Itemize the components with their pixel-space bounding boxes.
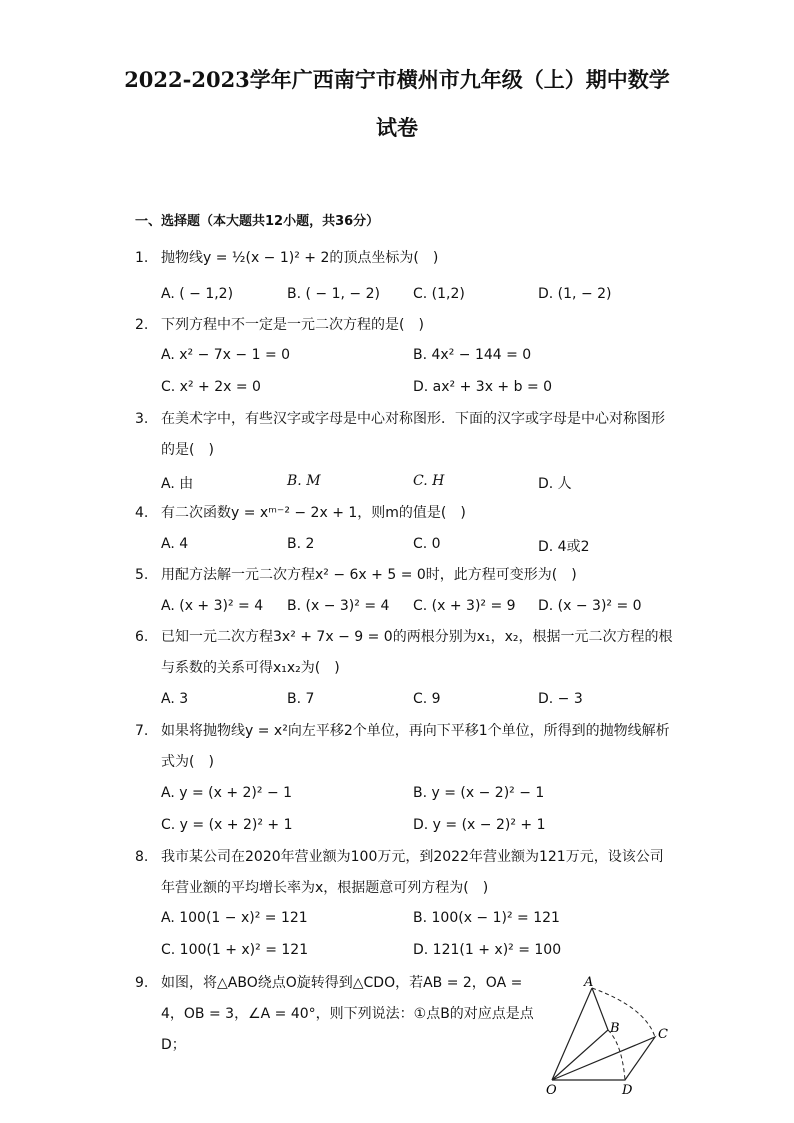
document-title-line2: 试卷 (376, 115, 418, 140)
question-8 (135, 842, 675, 904)
option-c: C. H (413, 473, 445, 489)
question-stem: 用配方法解一元二次方程x² − 6x + 5 = 0时，此方程可变形为( ) (161, 567, 577, 583)
option-b: B. 7 (287, 691, 315, 707)
option-a: A. 由 (161, 476, 194, 492)
document-title-line1: 2022-2023学年广西南宁市横州市九年级（上）期中数学 (124, 67, 670, 92)
question-number: 1. (135, 250, 149, 266)
option-b: B. 2 (287, 536, 315, 552)
section-heading: 一、选择题（本大题共12小题，共36分） (135, 214, 380, 229)
option-b: B. 100(x − 1)² = 121 (413, 910, 560, 926)
label-c: C (658, 1027, 668, 1042)
option-d: D. (1, − 2) (538, 286, 612, 302)
option-d: D. (x − 3)² = 0 (538, 598, 642, 614)
question-stem: 如图，将△ABO绕点O旋转得到△CDO，若AB = 2，OA = 4，OB = 3，∠A = 40°，则下列说法：①点B的对应点是点D； (161, 975, 534, 1053)
question-6 (135, 622, 675, 684)
label-a: A (584, 975, 594, 990)
option-a: A. 100(1 − x)² = 121 (161, 910, 308, 926)
option-b: B. 4x² − 144 = 0 (413, 347, 532, 363)
question-9 (135, 968, 535, 1053)
option-a: A. 3 (161, 691, 189, 707)
question-7 (135, 716, 675, 778)
option-d: D. 4或2 (538, 539, 590, 555)
option-a: A. 4 (161, 536, 189, 552)
question-stem: 有二次函数y = xᵐ⁻² − 2x + 1，则m的值是( ) (161, 505, 466, 521)
option-c: C. (1,2) (413, 286, 465, 302)
question-stem: 下列方程中不一定是一元二次方程的是( ) (161, 317, 424, 333)
question-number: 2. (135, 317, 149, 333)
label-d: D (622, 1083, 633, 1098)
label-b: B (610, 1021, 620, 1036)
label-o: O (546, 1083, 557, 1098)
question-number: 9. (135, 975, 149, 991)
option-c: C. 9 (413, 691, 441, 707)
option-c: C. 0 (413, 536, 441, 552)
option-a: A. x² − 7x − 1 = 0 (161, 347, 291, 363)
option-a: A. (x + 3)² = 4 (161, 598, 264, 614)
question-number: 4. (135, 505, 149, 521)
question-number: 3. (135, 411, 149, 427)
option-b: B. y = (x − 2)² − 1 (413, 785, 545, 801)
option-d: D. − 3 (538, 691, 583, 707)
question-stem: 在美术字中，有些汉字或字母是中心对称图形．下面的汉字或字母是中心对称图形的是( ) (161, 411, 665, 458)
question-1 (135, 243, 675, 274)
question-stem: 我市某公司在2020年营业额为100万元，到2022年营业额为121万元，设该公司年营业额的平均增长率为x，根据题意可列方程为( ) (161, 849, 664, 896)
option-d: D. 121(1 + x)² = 100 (413, 942, 562, 958)
option-d: D. 人 (538, 476, 572, 492)
question-stem: 已知一元二次方程3x² + 7x − 9 = 0的两根分别为x₁，x₂，根据一元二次方程的根与系数的关系可得x₁x₂为( ) (161, 629, 673, 676)
question-number: 8. (135, 849, 149, 865)
question-number: 5. (135, 567, 149, 583)
rotation-figure (540, 972, 680, 1102)
option-c: C. (x + 3)² = 9 (413, 598, 516, 614)
option-c: C. y = (x + 2)² + 1 (161, 817, 293, 833)
option-c: C. 100(1 + x)² = 121 (161, 942, 309, 958)
question-stem: 如果将抛物线y = x²向左平移2个单位，再向下平移1个单位，所得到的抛物线解析式为( ) (161, 723, 670, 770)
question-stem: 抛物线y = ½(x − 1)² + 2的顶点坐标为( ) (161, 250, 439, 266)
option-a: A. ( − 1,2) (161, 286, 234, 302)
option-d: D. y = (x − 2)² + 1 (413, 817, 546, 833)
question-2 (135, 310, 675, 341)
triangle-abo (552, 988, 608, 1080)
question-number: 7. (135, 723, 149, 739)
question-5 (135, 560, 675, 591)
question-number: 6. (135, 629, 149, 645)
option-b: B. ( − 1, − 2) (287, 286, 380, 302)
option-a: A. y = (x + 2)² − 1 (161, 785, 293, 801)
option-c: C. x² + 2x = 0 (161, 379, 261, 395)
option-b: B. (x − 3)² = 4 (287, 598, 390, 614)
question-4 (135, 498, 675, 529)
option-b: B. M (287, 473, 321, 489)
question-3 (135, 404, 675, 466)
option-d: D. ax² + 3x + b = 0 (413, 379, 553, 395)
